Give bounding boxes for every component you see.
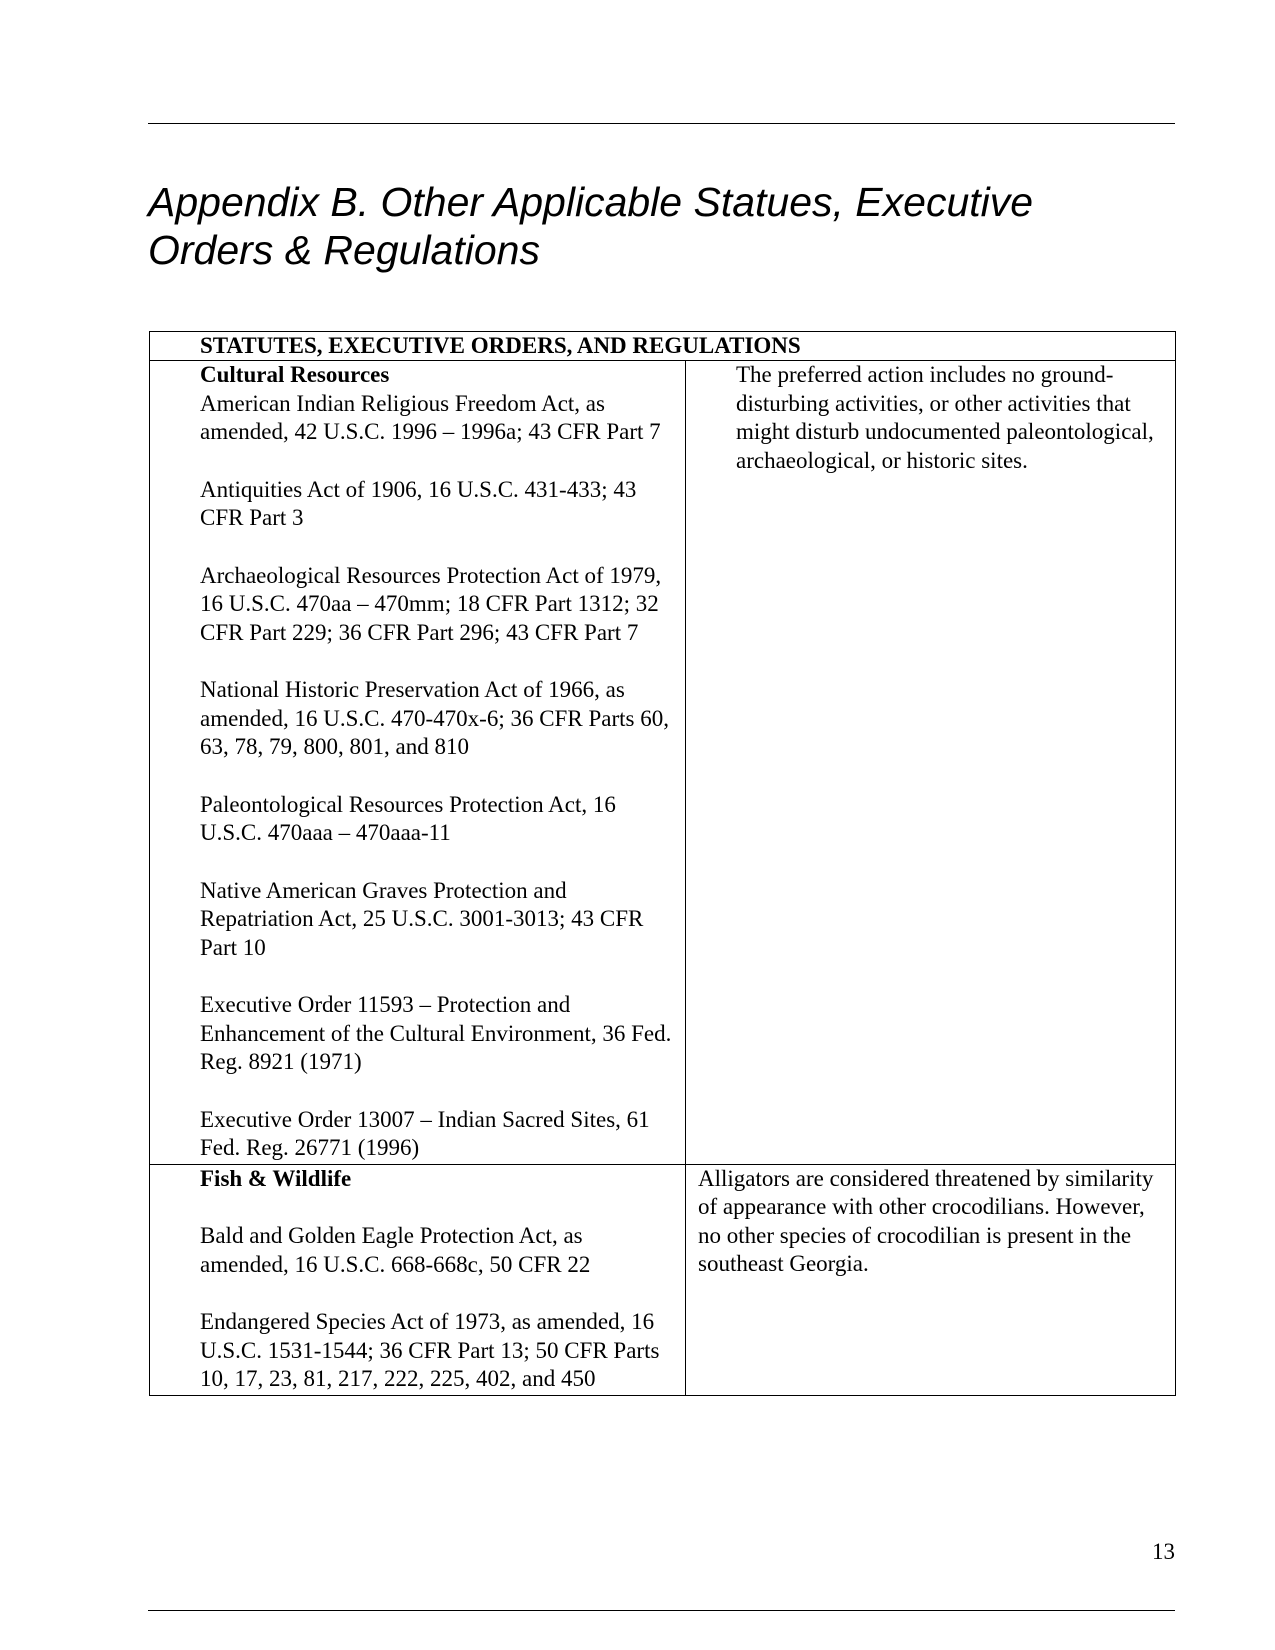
fish-wildlife-note: Alligators are considered threatened by similarity of appearance with other crocodilians. However, no other species of crocodilian is present in the southeast Georgia. bbox=[686, 1164, 1176, 1395]
regulations-table bbox=[149, 331, 1176, 1396]
list-item: Executive Order 13007 – Indian Sacred Sites, 61 Fed. Reg. 26771 (1996) bbox=[200, 1106, 650, 1160]
footer-rule bbox=[148, 1610, 1175, 1611]
table-header-row bbox=[150, 332, 1176, 361]
list-item: Bald and Golden Eagle Protection Act, as amended, 16 U.S.C. 668-668c, 50 CFR 22 bbox=[200, 1223, 591, 1277]
category-heading: Cultural Resources bbox=[200, 362, 390, 387]
page-title-line-2: Orders & Regulations bbox=[148, 227, 540, 273]
list-item: National Historic Preservation Act of 1966, as amended, 16 U.S.C. 470-470x-6; 36 CFR Parts 60, 63, 78, 79, 800, 801, and 810 bbox=[200, 677, 669, 759]
table-row-fish-wildlife bbox=[150, 1164, 1176, 1395]
list-item: Paleontological Resources Protection Act, 16 U.S.C. 470aaa – 470aaa-11 bbox=[200, 791, 616, 845]
cultural-resources-note: The preferred action includes no ground-disturbing activities, or other activities that might disturb undocumented paleontological, archaeological, or historic sites. bbox=[686, 361, 1176, 1165]
list-item: Executive Order 11593 – Protection and Enhancement of the Cultural Environment, 36 Fed. Reg. 8921 (1971) bbox=[200, 992, 672, 1074]
list-item: American Indian Religious Freedom Act, as amended, 42 U.S.C. 1996 – 1996a; 43 CFR Part 7 bbox=[200, 390, 661, 444]
page-number: 13 bbox=[1152, 1539, 1175, 1564]
fish-wildlife-list-cell bbox=[150, 1164, 686, 1395]
header-rule bbox=[148, 123, 1175, 124]
cultural-resources-list-cell bbox=[150, 361, 686, 1165]
list-item: Archaeological Resources Protection Act of 1979, 16 U.S.C. 470aa – 470mm; 18 CFR Part 1312; 32 CFR Part 229; 36 CFR Part 296; 43 CFR Part 7 bbox=[200, 562, 662, 645]
list-item: Antiquities Act of 1906, 16 U.S.C. 431-433; 43 CFR Part 3 bbox=[200, 476, 637, 530]
list-item: Endangered Species Act of 1973, as amended, 16 U.S.C. 1531-1544; 36 CFR Part 13; 50 CFR Parts 10, 17, 23, 81, 217, 222, 225, 402, and 450 bbox=[200, 1309, 660, 1391]
list-item: Native American Graves Protection and Repatriation Act, 25 U.S.C. 3001-3013; 43 CFR Part 10 bbox=[200, 877, 644, 960]
table-header: STATUTES, EXECUTIVE ORDERS, AND REGULATIONS bbox=[150, 332, 1176, 361]
page-title bbox=[148, 178, 1178, 274]
category-heading: Fish & Wildlife bbox=[200, 1165, 352, 1191]
table-row-cultural-resources bbox=[150, 361, 1176, 1165]
page-title-line-1: Appendix B. Other Applicable Statues, Executive bbox=[148, 179, 1034, 225]
